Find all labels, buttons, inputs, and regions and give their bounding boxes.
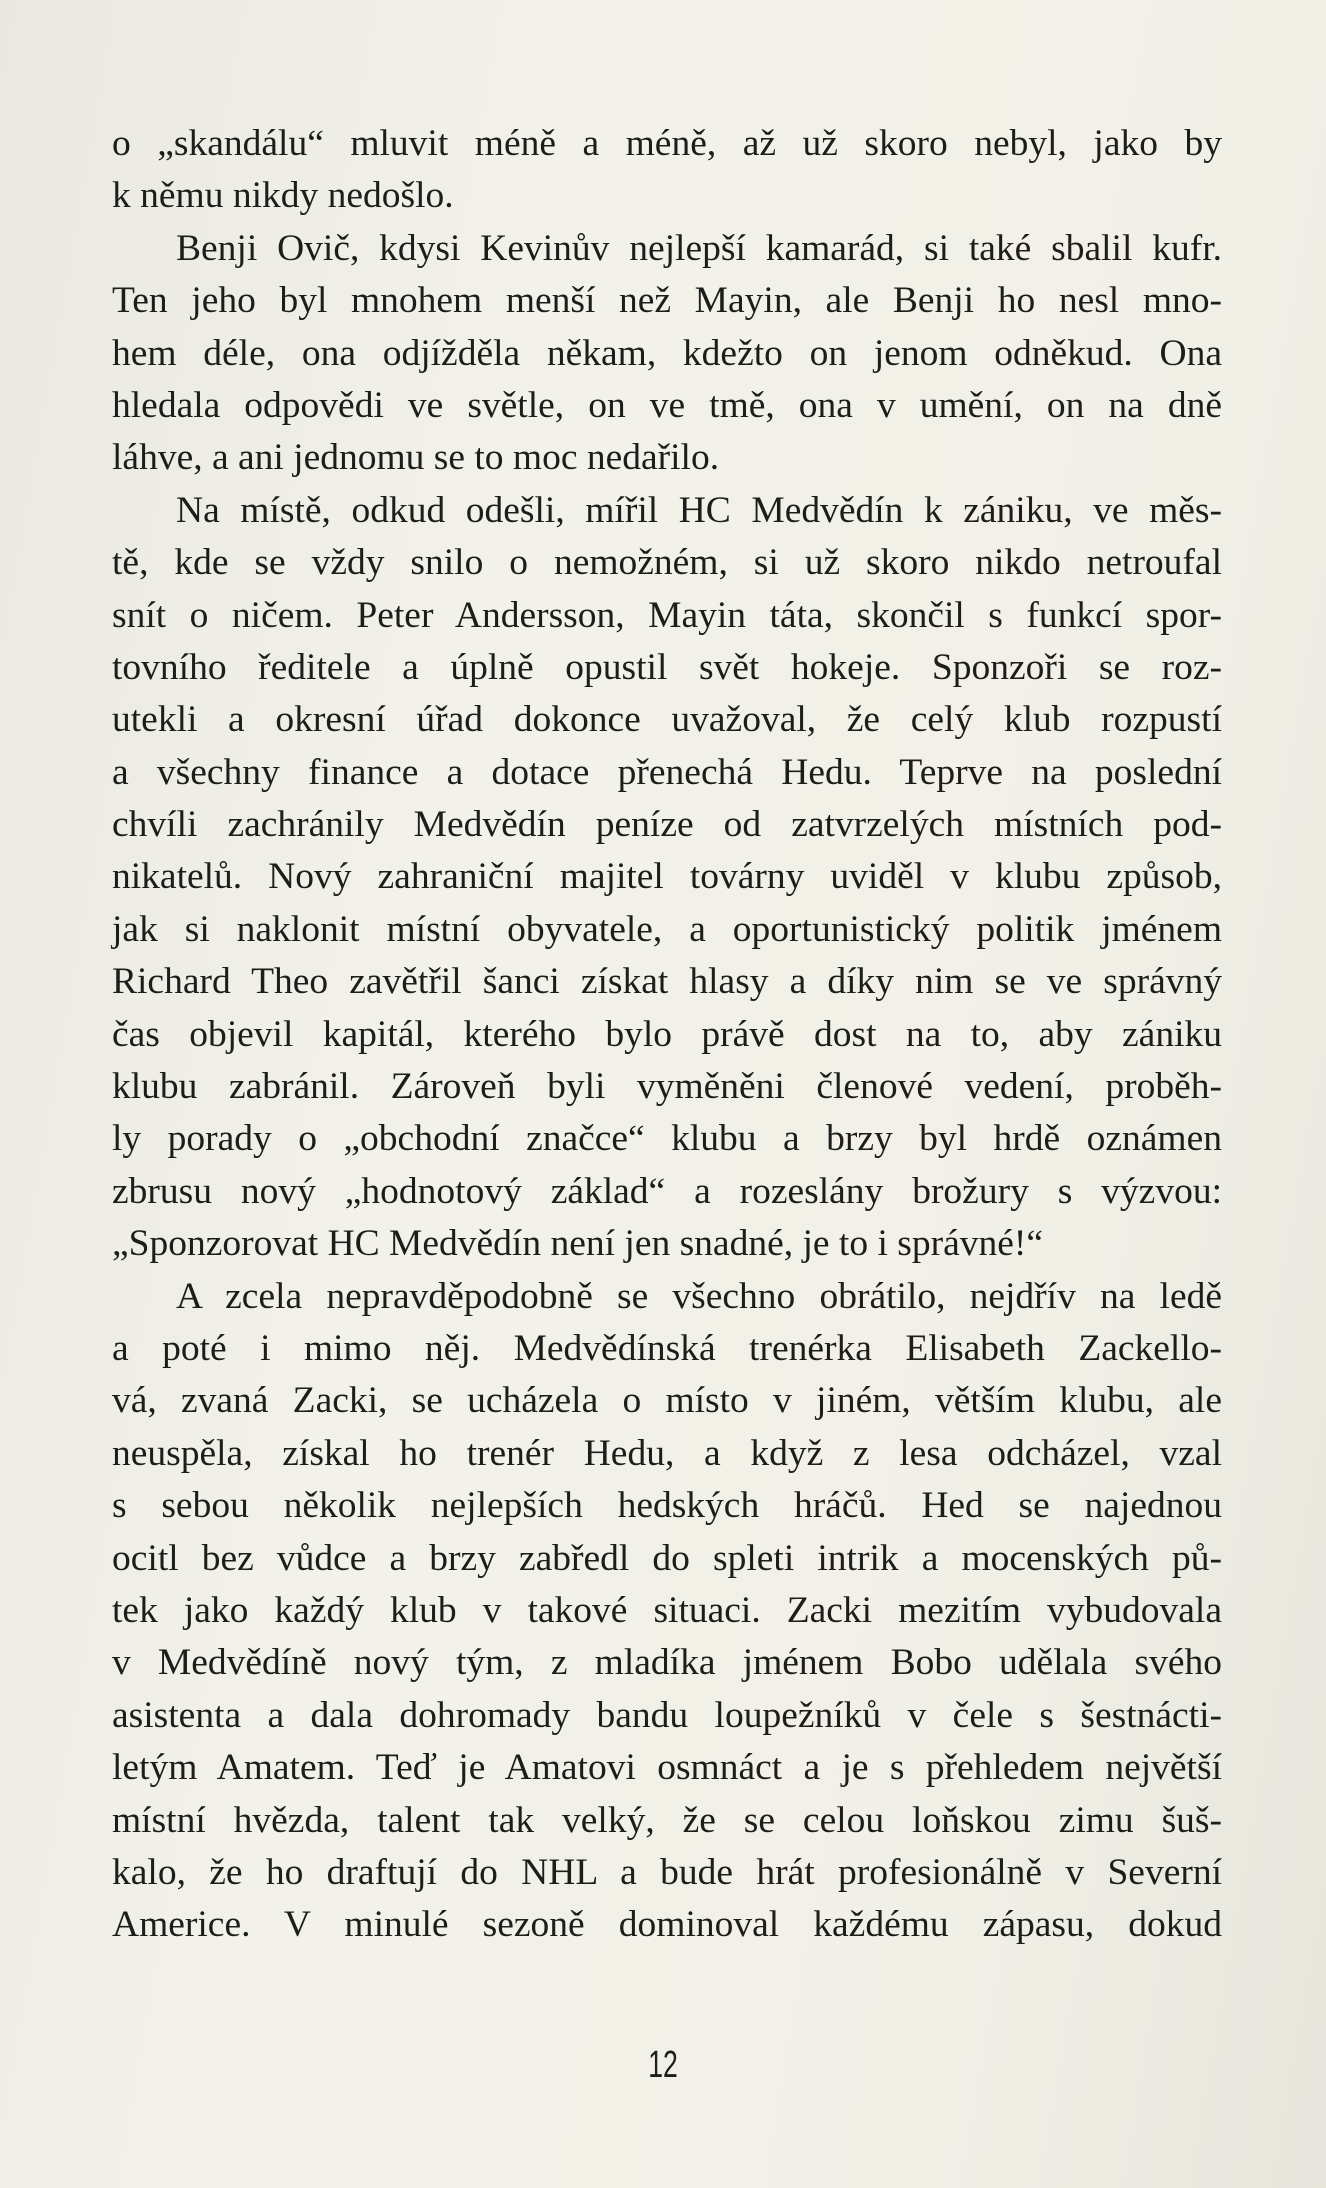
text-line: snít o ničem. Peter Andersson, Mayin táta, skončil s funkcí spor- <box>112 594 1222 636</box>
page-number: 12 <box>648 2044 678 2086</box>
text-line: asistenta a dala dohromady bandu loupežníků v čele s šestnácti- <box>112 1694 1222 1736</box>
text-line: jak si naklonit místní obyvatele, a oportunistický politik jménem <box>112 908 1222 950</box>
text-line: Richard Theo zavětřil šanci získat hlasy a díky nim se ve správný <box>112 961 1222 1003</box>
text-line: zbrusu nový „hodnotový základ“ a rozeslány brožury s výzvou: <box>112 1170 1222 1212</box>
text-line: k němu nikdy nedošlo. <box>112 175 454 217</box>
text-line: o „skandálu“ mluvit méně a méně, až už skoro nebyl, jako by <box>112 123 1222 164</box>
text-line: chvíli zachránily Medvědín peníze od zatvrzelých místních pod- <box>112 804 1222 846</box>
text-line: čas objevil kapitál, kterého bylo právě dost na to, aby zániku <box>112 1013 1222 1055</box>
text-line: hem déle, ona odjížděla někam, kdežto on jenom odněkud. Ona <box>112 332 1222 374</box>
text-line: letým Amatem. Teď je Amatovi osmnáct a je s přehledem největší <box>112 1747 1222 1789</box>
text-line: a poté i mimo něj. Medvědínská trenérka Elisabeth Zackello- <box>112 1327 1222 1369</box>
text-line: láhve, a ani jednomu se to moc nedařilo. <box>112 437 720 479</box>
text-line: kalo, že ho draftují do NHL a bude hrát profesionálně v Severní <box>112 1851 1222 1893</box>
text-line: tě, kde se vždy snilo o nemožném, si už skoro nikdo netroufal <box>112 542 1222 584</box>
text-line: A zcela nepravděpodobně se všechno obrátilo, nejdřív na ledě <box>176 1275 1222 1317</box>
text-line: ocitl bez vůdce a brzy zabředl do spleti intrik a mocenských pů- <box>112 1537 1222 1579</box>
text-line: vá, zvaná Zacki, se ucházela o místo v jiném, větším klubu, ale <box>112 1380 1222 1422</box>
text-line: Americe. V minulé sezoně dominoval každému zápasu, dokud <box>112 1904 1222 1946</box>
text-line: neuspěla, získal ho trenér Hedu, a když z lesa odcházel, vzal <box>112 1432 1222 1474</box>
text-line: tovního ředitele a úplně opustil svět hokeje. Sponzoři se roz- <box>112 646 1222 688</box>
text-line: hledala odpovědi ve světle, on ve tmě, ona v umění, on na dně <box>112 384 1222 426</box>
text-line: ly porady o „obchodní značce“ klubu a brzy byl hrdě oznámen <box>112 1118 1222 1160</box>
text-line: klubu zabránil. Zároveň byli vyměněni členové vedení, proběh- <box>112 1066 1222 1108</box>
text-line: a všechny finance a dotace přenechá Hedu. Teprve na poslední <box>112 751 1222 793</box>
text-line: nikatelů. Nový zahraniční majitel továrny uviděl v klubu způsob, <box>112 856 1222 898</box>
text-line: „Sponzorovat HC Medvědín není jen snadné, je to i správné!“ <box>112 1223 1043 1265</box>
text-line: s sebou několik nejlepších hedských hráčů. Hed se najednou <box>112 1485 1222 1527</box>
body-text <box>112 118 1222 1952</box>
text-line: tek jako každý klub v takové situaci. Zacki mezitím vybudovala <box>112 1589 1222 1631</box>
text-line: místní hvězda, talent tak velký, že se celou loňskou zimu šuš- <box>112 1799 1222 1841</box>
text-line: Na místě, odkud odešli, mířil HC Medvědín k zániku, ve měs- <box>176 489 1222 531</box>
text-line: Ten jeho byl mnohem menší než Mayin, ale Benji ho nesl mno- <box>112 280 1222 322</box>
text-line: utekli a okresní úřad dokonce uvažoval, že celý klub rozpustí <box>112 699 1222 741</box>
text-line: v Medvědíně nový tým, z mladíka jménem Bobo udělala svého <box>112 1642 1222 1684</box>
text-line: Benji Ovič, kdysi Kevinův nejlepší kamarád, si také sbalil kufr. <box>176 227 1222 269</box>
